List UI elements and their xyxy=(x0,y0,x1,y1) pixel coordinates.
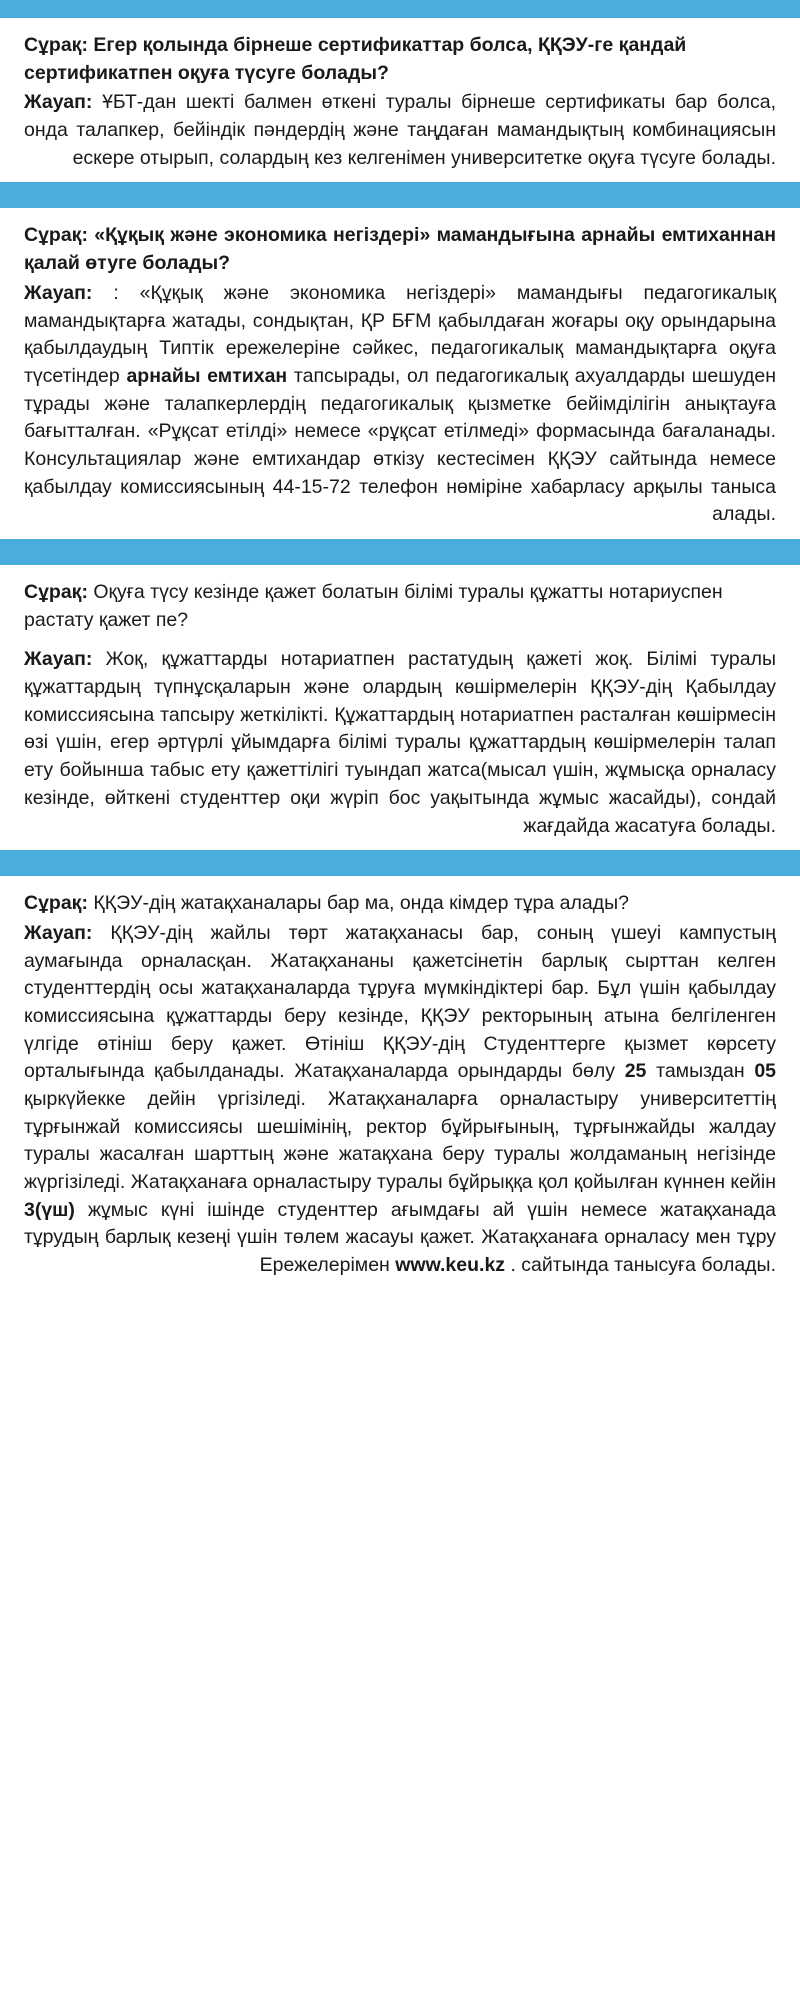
website-link[interactable]: www.keu.kz xyxy=(395,1254,506,1277)
question-label: Сұрақ: xyxy=(24,224,88,247)
question-text: «Құқық және экономика негіздері» мамандығына арнайы емтиханнан қалай өтуге болады? xyxy=(24,224,777,275)
faq-answer xyxy=(24,920,776,1280)
answer-text: ҰБТ-дан шекті балмен өткені туралы бірнеше сертификаты бар болса, онда талапкер, бейіндік пәндердің және таңдаған мамандықтың комбинациясын ескере отырып, солардың кез келгенімен университетке оқуға түсуге болады. xyxy=(24,91,777,169)
faq-question xyxy=(24,32,776,87)
question-text: Оқуға түсу кезінде қажет болатын білімі туралы құжатты нотариуспен растату қажет пе? xyxy=(24,581,723,631)
answer-spacer xyxy=(24,636,776,646)
faq-question xyxy=(24,890,776,918)
answer-text: Жоқ, құжаттарды нотариатпен растатудың қажеті жоқ. Білімі туралы құжаттардың түпнұсқаларын және олардың көшірмелерін ҚҚЭУ-дің Қабылдау комиссиясына тапсыру жеткілікті. Құжаттардың нотариатпен расталған көшірмесін өзі үшін, егер әртүрлі ұйымдарға білімі туралы құжаттардың көшірмелерін талап ету бойынша табыс ету қажеттілігі туындап жатса(мысал үшін, жұмысқа орналасу кезінде, өйткені студенттер оқи жүріп бос уақытында жұмыс жасайды), сондай жағдайда жасатуға болады. xyxy=(24,648,777,837)
answer-highlight: арнайы емтихан xyxy=(126,364,288,387)
question-label: Сұрақ: xyxy=(24,892,88,915)
answer-highlight: 05 xyxy=(754,1060,777,1083)
answer-text-part: тапсырады, ол педагогикалық ахуалдарды шешуден тұрады және талапкерлердің педагогикалық қызметке бейімділігін анықтауға бағытталған. «Рұқсат етілді» немесе «рұқсат етілмеді» формасында бағаланады. Консультациялар және емтихандар өткізу кестесімен ҚҚЭУ сайтында немесе қабылдау комиссиясының 44-15-72 телефон нөміріне хабарласу арқылы таныса алады. xyxy=(24,364,776,526)
faq-question xyxy=(24,579,776,634)
answer-text-part: қыркүйекке дейін үргізіледі. Жатақханаларға орналастыру университеттің тұрғынжай комиссиясы шешімінің, ректор бұйрығының, тұрғынжайды жалдау туралы жасалған шарттың және жатақхана беру туралы жолдаманың негізінде жүргізіледі. Жатақханаға орналастыру туралы бұйрыққа қол қойылған күннен кейін xyxy=(24,1088,776,1194)
answer-highlight: 25 xyxy=(624,1060,647,1083)
question-label: Сұрақ: xyxy=(24,581,88,603)
answer-label: Жауап: xyxy=(24,281,93,304)
answer-text-part: тамыздан xyxy=(656,1060,755,1083)
question-text: ҚҚЭУ-дің жатақханалары бар ма, онда кімдер тұра алады? xyxy=(93,892,629,915)
faq-answer xyxy=(24,646,776,840)
answer-label: Жауап: xyxy=(24,648,93,671)
faq-item xyxy=(0,18,800,182)
accent-divider-1 xyxy=(0,182,800,208)
faq-item xyxy=(0,208,800,539)
accent-divider-2 xyxy=(0,539,800,565)
accent-divider-top xyxy=(0,0,800,18)
question-text: Егер қолында бірнеше сертификаттар болса, ҚҚЭУ-ге қандай сертификатпен оқуға түсуге болады? xyxy=(24,34,687,84)
faq-item xyxy=(0,565,800,850)
accent-divider-3 xyxy=(0,850,800,876)
answer-label: Жауап: xyxy=(24,91,93,114)
answer-text-part: . сайтында танысуға болады. xyxy=(510,1254,776,1277)
answer-highlight: 3(үш) xyxy=(24,1198,75,1221)
faq-question xyxy=(24,222,776,277)
faq-answer xyxy=(24,280,776,529)
answer-text-part: ҚҚЭУ-дің жайлы төрт жатақханасы бар, соның үшеуі кампустың аумағында орналасқан. Жатақхананы қажетсінетін барлық сырттан келген студенттердің осы жатақханаларда тұруға мүмкіндіктері бар. Бұл үшін қабылдау комиссиясына құжаттарды беру кезінде, ҚҚЭУ ректорының атына белгіленген үлгіде өтініш беру қажет. Өтініш ҚҚЭУ-дің Студенттерге қызмет көрсету орталығында қабылданады. Жатақханаларда орындарды бөлу xyxy=(24,921,777,1083)
faq-item xyxy=(0,876,800,1290)
answer-text-part: : «Құқық және экономика негіздері» мамандығы педагогикалық мамандықтарға жатады, сондықтан, ҚР БҒМ қабылдаған жоғары оқу орындарына қабылдаудың Типтік ережелеріне сәйкес, педагогикалық мамандықтарға оқуға түсетіндер xyxy=(24,281,777,387)
answer-text-part: жұмыс күні ішінде студенттер ағымдағы ай үшін немесе жатақханада тұрудың барлық кезеңі үшін төлем жасауы қажет. Жатақханаға орналасу мен тұру Ережелерімен xyxy=(24,1198,776,1277)
faq-answer xyxy=(24,89,776,172)
answer-label: Жауап: xyxy=(24,921,93,944)
page-bottom-space xyxy=(0,1290,800,2000)
question-label: Сұрақ: xyxy=(24,34,88,56)
